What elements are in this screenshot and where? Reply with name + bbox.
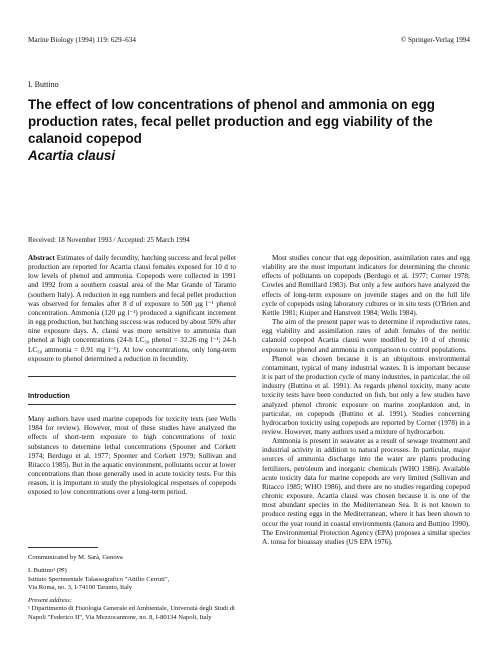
paragraph: Most studies concur that egg deposition, assimilation rates and egg viability are the most important indicators for determining the chronic effects of pollutants on copepods (Berdugo et al. 1977; Corner 1978; Cowles and Remillard 1983). But only a few authors have analyzed the effects of long-term exposure on juvenile stages and on the full life cycle of copepods using laboratory cultures or in situ tests (O'Brien and Kettle 1981; Kuiper and Hanstveit 1984; Wells 1984). — [262, 254, 470, 317]
communicated-by: Communicated by M. Sarà, Genova — [28, 554, 123, 561]
title-main: The effect of low concentrations of phenol and ammonia on egg production rates, fecal pellet production and egg viability of the calanoid copepod — [28, 97, 435, 146]
paragraph: Ammonia is present in seawater as a result of sewage treatment and industrial activity in addition to natural processes. In particular, major sources of ammonia discharge into the water are plants producing fertilizers, petroleum and inorganic chemicals (WHO 1986). Available acute toxicity data for marine copepods are very limited (Sullivan and Ritacco 1985; WHO 1986), and there are no studies regarding copepod chronic exposure. Acartia clausi was chosen because it is one of the most abundant species in the Mediterranean Sea. It is not known to produce resting eggs in the Mediterranean, where it has been shown to occur the year round in coastal environments (Ianora and Buttino 1990). The Environmental Protection Agency (EPA) proposes a similar species A. tonsa for bioassay studies (US EPA 1976). — [262, 437, 470, 546]
paragraph: Phenol was chosen because it is an ubiquitous environmental contaminant, typical of many industrial wastes. It is important because it is part of the production cycle of many industries, in particular, the oil industry (Buttino et al. 1991). As regards phenol toxicity, many acute toxicity tests have been conducted on fish, but only a few studies have analyzed phenol chronic exposure on marine zooplankton and, in particular, on copepods (Buttino et al. 1991). Studies concerning hydrocarbon toxicity using copepods are reported by Corner (1978) in a review. However, many authors used a mixture of hydrocarbon. — [262, 354, 470, 436]
present-address-label: Present address: — [28, 597, 73, 605]
paper-title — [28, 96, 464, 164]
introduction-heading: Introduction — [28, 390, 70, 400]
abstract — [28, 254, 236, 364]
abstract-text: Estimates of daily fecundity, hatching success and fecal pellet production are reported for Acartia clausi females exposed for 10 d to low levels of phenol and ammonia. Copepods were collected in 1991 and 1992 from a southern coastal area of the Mar Grande of Taranto (southern Italy). A reduction in egg numbers and fecal pellet production was observed for females after 8 d of exposure to 500 µg l⁻¹ phenol concentration. Ammonia (120 µg l⁻¹) produced a significant increment in egg production, but hatching success was reduced by about 50% after nine exposure days. A. clausi was more sensitive to ammonia than phenol at high concentrations (24-h LC₅₀ phenol = 32.26 mg l⁻¹; 24-h LC₅₀ ammonia = 0.91 mg l⁻¹). At low concentrations, only long-term exposure to phenol determined a reduction in fecundity. — [28, 254, 236, 363]
section-rule — [28, 404, 236, 405]
address-line: Via Roma, no. 3, I-74100 Taranto, Italy — [28, 583, 133, 591]
right-column — [262, 254, 470, 547]
introduction-text: Many authors have used marine copepods for toxicity tests (see Wells 1984 for review). However, most of these studies have analyzed the effects of short-term exposure to high concentrations of toxic substances to determine lethal concentrations (Spooner and Corkett 1974; Berdugo et al. 1977; Spooner and Corkett 1979; Sullivan and Ritacco 1985). But in the aquatic environment, pollutants occur at lower concentrations than those generally used in acute toxicity tests. For this reason, it is important to study the physiological responses of copepods exposed to low concentrations over a long-term period. — [28, 415, 236, 497]
footnote-rule — [28, 547, 98, 548]
address-line: I. Buttino¹ (✉) — [28, 567, 67, 575]
address-line: Istituto Sperimentale Talassografico "Attilio Cerruti", — [28, 575, 170, 583]
paragraph: The aim of the present paper was to determine if reproductive rates, egg viability and assimilation rates of adult females of the neritic calanoid copepod Acartia clausi were modified by 10 d of chronic exposure to phenol and ammonia in comparison to control populations. — [262, 318, 470, 354]
left-column — [28, 254, 236, 497]
title-species: Acartia clausi — [28, 148, 116, 163]
author-name: I. Buttino — [28, 80, 59, 89]
abstract-label: Abstract — [28, 254, 55, 262]
received-dates: Received: 18 November 1993 / Accepted: 25 March 1994 — [28, 236, 190, 244]
section-rule — [28, 376, 236, 377]
journal-citation: Marine Biology (1994) 119: 629–634 — [28, 36, 136, 44]
present-address-text: ¹ Dipartimento di Fisiologia Generale ed Ambientale, Università degli Studi di Napoli "Federico II", Via Mezzocannone, no. 8, I-80134 Napoli, Italy — [28, 605, 235, 621]
copyright: © Springer-Verlag 1994 — [400, 36, 470, 44]
footnotes — [28, 547, 236, 622]
